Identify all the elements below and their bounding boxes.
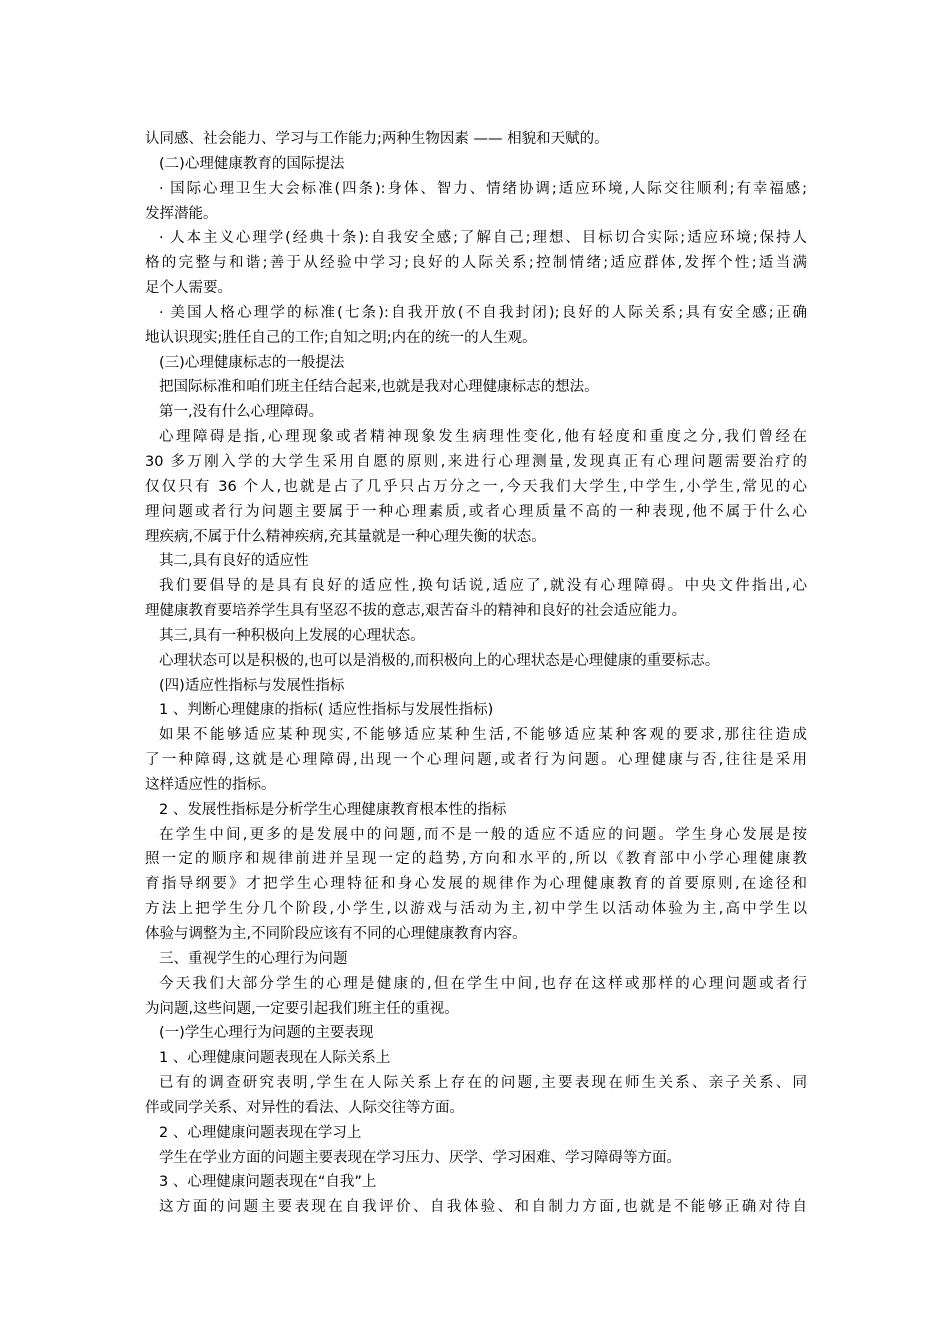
text-line: 心理状态可以是积极的,也可以是消极的,而积极向上的心理状态是心理健康的重要标志。 bbox=[159, 652, 720, 669]
text-line: (一)学生心理行为问题的主要表现 bbox=[159, 1025, 374, 1042]
text-line: 今天我们大部分学生的心理是健康的,但在学生中间,也存在这样或那样的心理问题或者行 bbox=[159, 975, 807, 992]
text-line: 2 、心理健康问题表现在学习上 bbox=[159, 1124, 362, 1141]
text-line: 学生在学业方面的问题主要表现在学习压力、厌学、学习困难、学习障碍等方面。 bbox=[159, 1149, 681, 1166]
text-line: 体验与调整为主,不同阶段应该有不同的心理健康教育内容。 bbox=[145, 926, 527, 942]
text-line: 照一定的顺序和规律前进并呈现一定的趋势,方向和水平的,所以《教育部中小学心理健康教 bbox=[145, 851, 807, 868]
text-line: 已有的调查研究表明,学生在人际关系上存在的问题,主要表现在师生关系、亲子关系、同 bbox=[159, 1075, 807, 1092]
text-line: 这方面的问题主要表现在自我评价、自我体验、和自制力方面,也就是不能够正确对待自 bbox=[159, 1199, 807, 1216]
text-line: 30 多万刚入学的大学生采用自愿的原则,来进行心理测量,发现真正有心理问题需要治疗的 bbox=[145, 453, 807, 470]
text-line: 这样适应性的指标。 bbox=[145, 776, 276, 793]
text-line: 仅仅只有 36 个人,也就是占了几乎只占万分之一,今天我们大学生,中学生,小学生,常见的心 bbox=[145, 478, 807, 495]
text-line: 我们要倡导的是具有良好的适应性,换句话说,适应了,就没有心理障碍。中央文件指出,心 bbox=[159, 578, 807, 595]
text-line: (四)适应性指标与发展性指标 bbox=[159, 677, 345, 694]
text-line: 三、重视学生的心理行为问题 bbox=[159, 950, 348, 967]
text-line: 心理障碍是指,心理现象或者精神现象发生病理性变化,他有轻度和重度之分,我们曾经在 bbox=[159, 429, 807, 446]
text-line: 在学生中间,更多的是发展中的问题,而不是一般的适应不适应的问题。学生身心发展是按 bbox=[159, 826, 807, 843]
text-line: 1 、心理健康问题表现在人际关系上 bbox=[159, 1050, 391, 1067]
text-line: 地认识现实;胜任自己的工作;自知之明;内在的统一的人生观。 bbox=[145, 329, 537, 346]
text-line: 第一,没有什么心理障碍。 bbox=[159, 404, 324, 421]
text-line: 足个人需要。 bbox=[145, 280, 232, 297]
text-line: 理健康教育要培养学生具有坚忍不拔的意志,艰苦奋斗的精神和良好的社会适应能力。 bbox=[145, 603, 687, 620]
text-line: · 人本主义心理学(经典十条):自我安全感;了解自己;理想、目标切合实际;适应环境;保持人 bbox=[159, 230, 807, 247]
text-line: · 美国人格心理学的标准(七条):自我开放(不自我封闭);良好的人际关系;具有安全感;正确 bbox=[159, 304, 807, 321]
text-line: 2 、发展性指标是分析学生心理健康教育根本性的指标 bbox=[159, 801, 507, 818]
text-line: 了一种障碍,这就是心理障碍,出现一个心理问题,或者行为问题。心理健康与否,往往是采用 bbox=[145, 752, 807, 769]
document-page bbox=[145, 127, 807, 1220]
text-line: 1 、判断心理健康的指标( 适应性指标与发展性指标) bbox=[159, 702, 494, 719]
text-line: 格的完整与和谐;善于从经验中学习;良好的人际关系;控制情绪;适应群体,发挥个性;适当满 bbox=[145, 255, 807, 272]
text-line: 其二,具有良好的适应性 bbox=[159, 553, 309, 570]
text-line: (二)心理健康教育的国际提法 bbox=[159, 155, 345, 172]
text-line: · 国际心理卫生大会标准(四条):身体、智力、情绪协调;适应环境,人际交往顺利;有幸福感; bbox=[159, 180, 807, 197]
text-line: 为问题,这些问题,一定要引起我们班主任的重视。 bbox=[145, 1000, 459, 1017]
text-line: 如果不能够适应某种现实,不能够适应某种生活,不能够适应某种客观的要求,那往往造成 bbox=[159, 727, 807, 744]
text-line: 方法上把学生分几个阶段,小学生,以游戏与活动为主,初中学生以活动体验为主,高中学生以 bbox=[145, 901, 807, 918]
text-line: 把国际标准和咱们班主任结合起来,也就是我对心理健康标志的想法。 bbox=[159, 379, 599, 396]
text-line: 其三,具有一种积极向上发展的心理状态。 bbox=[159, 627, 425, 644]
text-line: (三)心理健康标志的一般提法 bbox=[159, 354, 345, 371]
text-line: 育指导纲要》才把学生心理特征和身心发展的规律作为心理健康教育的首要原则,在途径和 bbox=[145, 876, 807, 893]
text-line: 发挥潜能。 bbox=[145, 205, 218, 222]
text-line: 认同感、社会能力、学习与工作能力;两种生物因素 —— 相貌和天赋的。 bbox=[145, 131, 609, 147]
text-line: 理疾病,不属于什么精神疾病,充其量就是一种心理失衡的状态。 bbox=[145, 528, 546, 545]
text-line: 理问题或者行为问题主要属于一种心理素质,或者心理质量不高的一种表现,他不属于什么心 bbox=[145, 503, 807, 520]
text-line: 3 、心理健康问题表现在“自我”上 bbox=[159, 1174, 377, 1191]
text-line: 伴或同学关系、对异性的看法、人际交往等方面。 bbox=[145, 1099, 464, 1116]
